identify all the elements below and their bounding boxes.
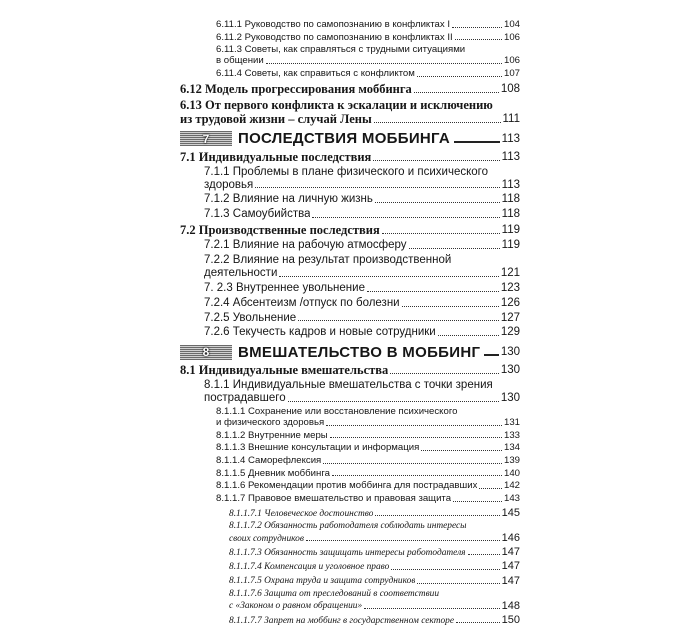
toc-entry-title: 7.2 Производственные последствия — [180, 223, 380, 238]
toc-entry-title: 6.11.4 Советы, как справиться с конфликтом — [216, 68, 415, 79]
chapter-leader-line — [484, 354, 499, 356]
dot-leader — [312, 217, 499, 218]
page-number: 113 — [501, 178, 520, 191]
page-number: 147 — [501, 574, 520, 587]
page-number: 142 — [503, 480, 520, 492]
page-number: 139 — [503, 454, 520, 466]
chapter-number: 8 — [202, 345, 210, 360]
toc-entry — [180, 69, 520, 80]
toc-entry — [180, 600, 520, 612]
page-number: 111 — [502, 112, 520, 125]
toc-entry — [180, 431, 520, 442]
toc-entry — [180, 481, 520, 492]
page-number: 118 — [501, 193, 520, 206]
toc-entry — [180, 208, 520, 221]
page-number: 106 — [503, 55, 520, 67]
toc-entry-title: и физического здоровья — [216, 417, 325, 428]
toc-entry — [180, 33, 520, 44]
page-number: 133 — [503, 429, 520, 441]
toc-entry-title: здоровья — [204, 178, 254, 191]
page-number: 147 — [501, 546, 520, 559]
chapter-heading — [180, 343, 520, 361]
toc-entry — [180, 418, 520, 429]
toc-entry-title: 6.12 Модель прогрессирования моббинга — [180, 81, 412, 96]
dot-leader — [298, 320, 499, 321]
toc-entry — [180, 179, 520, 192]
dot-leader — [479, 488, 502, 489]
dot-leader — [375, 202, 500, 203]
toc-entry-title: 7.2.5 Увольнение — [204, 311, 297, 324]
dot-leader — [417, 583, 499, 584]
page-number: 130 — [500, 346, 520, 359]
toc-entry — [180, 112, 520, 126]
page-number: 119 — [501, 224, 520, 237]
toc-entry — [180, 469, 520, 480]
chapter-number-bar — [180, 131, 232, 146]
page-number: 123 — [500, 281, 520, 294]
page-number: 131 — [503, 416, 520, 428]
dot-leader — [382, 233, 500, 234]
page-number: 118 — [501, 208, 520, 221]
toc-entry-title-line: 7.1.1 Проблемы в плане физического и психического — [204, 165, 488, 178]
toc-entry — [180, 507, 520, 519]
toc-entry-title: 7.2.4 Абсентеизм /отпуск по болезни — [204, 296, 400, 309]
page-number: 113 — [501, 132, 520, 145]
toc-entry-title-line: 6.13 От первого конфликта к эскалации и исключению — [180, 97, 493, 112]
toc-entry — [180, 575, 520, 587]
toc-entry — [180, 546, 520, 558]
chapter-heading — [180, 130, 520, 148]
toc-entry — [180, 56, 520, 67]
dot-leader — [288, 401, 499, 402]
toc-entry-title: 7.1 Индивидуальные последствия — [180, 149, 372, 164]
toc-entry — [180, 150, 520, 164]
toc-entry-title: с «Законом о равном обращении» — [229, 601, 363, 612]
page-number: 148 — [501, 599, 520, 612]
page-number: 108 — [500, 82, 520, 95]
toc-entry — [180, 312, 520, 325]
dot-leader — [452, 27, 502, 28]
chapter-number: 7 — [202, 131, 210, 146]
toc-entry-title: 7.2.6 Текучесть кадров и новые сотрудники — [204, 326, 436, 339]
toc-entry — [180, 239, 520, 252]
toc-entry-title: 7.1.2 Влияние на личную жизнь — [204, 193, 373, 206]
dot-leader — [468, 554, 500, 555]
toc-entry-title-line: 6.11.3 Советы, как справляться с трудными ситуациями — [216, 44, 466, 56]
dot-leader — [330, 437, 502, 438]
dot-leader — [266, 63, 502, 64]
toc-entry-title: 8.1.1.6 Рекомендации против моббинга для пострадавших — [216, 481, 478, 492]
page-number: 119 — [501, 239, 520, 252]
toc-entry — [180, 193, 520, 206]
dot-leader — [367, 291, 499, 292]
dot-leader — [279, 276, 498, 277]
dot-leader — [373, 160, 499, 161]
toc-entry — [180, 363, 520, 377]
page-number: 134 — [503, 442, 520, 454]
dot-leader — [438, 335, 499, 336]
toc-entry-title-line: 8.1.1.7.6 Защита от преследований в соответствии — [229, 589, 440, 600]
page-number: 130 — [500, 364, 520, 377]
dot-leader — [455, 39, 502, 40]
toc-entry — [180, 282, 520, 295]
toc-entry — [180, 267, 520, 280]
toc-entry-title: 8.1.1.5 Дневник моббинга — [216, 468, 330, 479]
toc-entry — [180, 20, 520, 31]
toc-entry-title: 8.1.1.4 Саморефлексия — [216, 455, 322, 466]
toc-entry-title: в общении — [216, 56, 264, 67]
page-number: 150 — [501, 613, 520, 626]
toc-entry-title: 6.11.1 Руководство по самопознанию в конфликтах I — [216, 20, 450, 30]
dot-leader — [453, 501, 502, 502]
toc-entry-title-line: 8.1.1.7.2 Обязанность работодателя соблюдать интересы — [229, 521, 467, 532]
page-number: 143 — [503, 493, 520, 505]
dot-leader — [255, 187, 499, 188]
dot-leader — [414, 92, 499, 93]
toc-entry-title: 8.1.1.7 Правовое вмешательство и правовая защита — [216, 494, 452, 505]
dot-leader — [375, 515, 499, 516]
toc-entry — [180, 223, 520, 237]
toc-entry-title: 8.1.1.3 Внешние консультации и информация — [216, 443, 420, 454]
toc-entry — [180, 456, 520, 467]
toc-entry-title: из трудовой жизни – случай Лены — [180, 111, 372, 126]
toc-entry-title: 8.1.1.7.5 Охрана труда и защита сотрудников — [229, 576, 416, 587]
page-number: 145 — [501, 506, 520, 519]
dot-leader — [402, 306, 499, 307]
toc-entry-title: 8.1.1.7.3 Обязанность защищать интересы работодателя — [229, 547, 466, 558]
toc-entry-title-line: 7.2.2 Влияние на результат производственной — [204, 254, 452, 267]
chapter-title: ВМЕШАТЕЛЬСТВО В МОББИНГ — [238, 343, 481, 361]
page-number: 146 — [501, 531, 520, 544]
dot-leader — [374, 122, 501, 123]
page-number: 130 — [500, 392, 520, 405]
table-of-contents — [180, 18, 520, 626]
dot-leader — [417, 76, 502, 77]
dot-leader — [326, 425, 502, 426]
toc-entry-title: пострадавшего — [204, 392, 286, 405]
toc-entry-title: 6.11.2 Руководство по самопознанию в конфликтах II — [216, 32, 453, 43]
page-number: 126 — [500, 296, 520, 309]
toc-entry — [180, 326, 520, 339]
page-number: 107 — [503, 67, 520, 79]
toc-entry — [180, 494, 520, 505]
toc-entry-title: 7. 2.3 Внутреннее увольнение — [204, 281, 365, 294]
toc-entry-title-line: 8.1.1.1 Сохранение или восстановление психического — [216, 406, 458, 418]
toc-entry-title: 8.1 Индивидуальные вмешательства — [180, 363, 389, 378]
page-number: 121 — [500, 266, 520, 279]
page-number: 104 — [503, 19, 520, 30]
dot-leader — [421, 450, 502, 451]
dot-leader — [306, 540, 500, 541]
toc-entry-title: деятельности — [204, 266, 278, 279]
page-number: 106 — [503, 31, 520, 43]
toc-entry — [180, 392, 520, 405]
dot-leader — [323, 463, 502, 464]
toc-entry — [180, 532, 520, 544]
page-number: 127 — [500, 311, 520, 324]
chapter-title: ПОСЛЕДСТВИЯ МОББИНГА — [238, 130, 451, 148]
dot-leader — [390, 373, 499, 374]
page-number: 140 — [503, 467, 520, 479]
toc-entry-title: 8.1.1.7.1 Человеческое достоинство — [229, 508, 374, 519]
chapter-leader-line — [454, 141, 500, 143]
dot-leader — [364, 608, 499, 609]
toc-entry-title: 8.1.1.2 Внутренние меры — [216, 430, 328, 441]
toc-entry — [180, 614, 520, 626]
toc-entry-title-line: 8.1.1 Индивидуальные вмешательства с точки зрения — [204, 379, 493, 392]
toc-entry-title: 8.1.1.7.7 Запрет на моббинг в государственном секторе — [229, 615, 455, 626]
toc-entry — [180, 560, 520, 572]
toc-entry-title: своих сотрудников — [229, 533, 304, 544]
page-number: 113 — [501, 150, 520, 163]
toc-entry-title: 7.2.1 Влияние на рабочую атмосферу — [204, 239, 407, 252]
dot-leader — [332, 475, 502, 476]
toc-entry — [180, 297, 520, 310]
toc-entry — [180, 443, 520, 454]
page-number: 129 — [500, 326, 520, 339]
dot-leader — [456, 622, 500, 623]
toc-entry-title: 7.1.3 Самоубийства — [204, 208, 311, 221]
toc-entry — [180, 82, 520, 96]
toc-entry-title: 8.1.1.7.4 Компенсация и уголовное право — [229, 562, 390, 573]
dot-leader — [409, 248, 500, 249]
page-number: 147 — [501, 560, 520, 573]
dot-leader — [391, 569, 499, 570]
chapter-number-bar — [180, 345, 232, 360]
